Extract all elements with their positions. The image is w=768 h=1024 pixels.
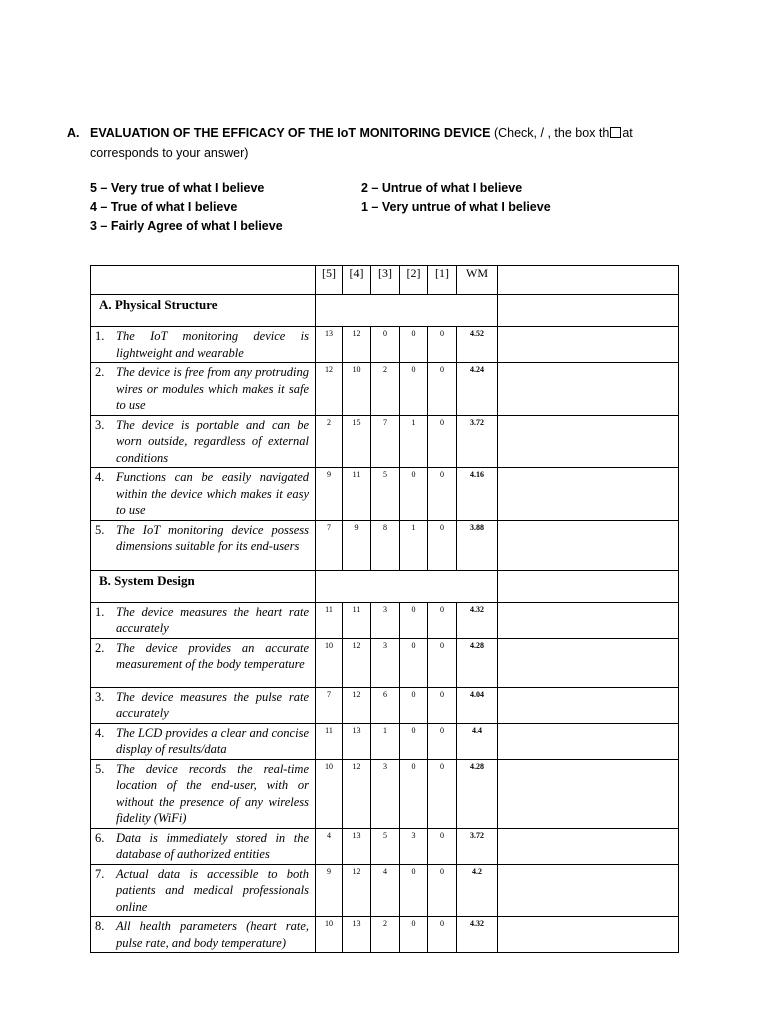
item-cell <box>91 363 316 416</box>
count-4: 11 <box>343 602 371 638</box>
extra-cell <box>498 327 679 363</box>
weighted-mean: 4.4 <box>457 723 498 759</box>
item-text: The device is free from any protruding wires or modules which makes it safe to use <box>116 365 309 412</box>
count-4: 13 <box>343 723 371 759</box>
column-header-1: [1] <box>428 266 457 295</box>
item-cell <box>91 602 316 638</box>
item-number: 1. <box>95 604 105 619</box>
table-row <box>91 828 679 864</box>
count-2: 0 <box>400 363 428 416</box>
count-4: 12 <box>343 638 371 687</box>
section-blank-cell <box>316 295 498 327</box>
weighted-mean: 3.88 <box>457 520 498 570</box>
item-cell <box>91 687 316 723</box>
count-1: 0 <box>428 638 457 687</box>
extra-cell <box>498 864 679 917</box>
count-2: 0 <box>400 327 428 363</box>
weighted-mean: 4.04 <box>457 687 498 723</box>
item-cell <box>91 415 316 468</box>
scale-item-4: 4 – True of what I believe <box>90 200 238 214</box>
item-cell <box>91 828 316 864</box>
count-4: 12 <box>343 327 371 363</box>
item-text: The device provides an accurate measurement of the body temperature <box>116 640 309 671</box>
scale-item-1: 1 – Very untrue of what I believe <box>361 200 551 214</box>
count-1: 0 <box>428 468 457 521</box>
table-row <box>91 864 679 917</box>
extra-cell <box>498 759 679 828</box>
section-blank-cell <box>316 570 498 602</box>
weighted-mean: 4.52 <box>457 327 498 363</box>
weighted-mean: 4.28 <box>457 638 498 687</box>
section-letter: A. <box>67 126 80 140</box>
column-header-5: [5] <box>316 266 343 295</box>
item-text: The device measures the pulse rate accurately <box>116 689 309 720</box>
item-cell <box>91 638 316 687</box>
count-1: 0 <box>428 723 457 759</box>
count-5: 12 <box>316 363 343 416</box>
item-number: 4. <box>95 470 105 484</box>
weighted-mean: 4.32 <box>457 602 498 638</box>
count-1: 0 <box>428 917 457 953</box>
instruction-close: at corresponds to your answer) <box>90 126 633 160</box>
count-3: 5 <box>371 468 400 521</box>
item-number: 1. <box>95 329 105 343</box>
count-2: 1 <box>400 415 428 468</box>
table-row <box>91 363 679 416</box>
count-4: 12 <box>343 864 371 917</box>
item-text: Data is immediately stored in the database of authorized entities <box>116 830 309 861</box>
scale-item-2: 2 – Untrue of what I believe <box>361 181 523 195</box>
count-1: 0 <box>428 864 457 917</box>
heading-text <box>90 123 687 163</box>
scale-item-5: 5 – Very true of what I believe <box>90 181 265 195</box>
count-4: 15 <box>343 415 371 468</box>
rating-scale-right <box>361 179 551 217</box>
instruction-open: (Check, / , the box th <box>493 126 610 140</box>
weighted-mean: 4.32 <box>457 917 498 953</box>
item-number: 8. <box>95 919 105 933</box>
count-4: 12 <box>343 759 371 828</box>
count-5: 7 <box>316 520 343 570</box>
count-2: 0 <box>400 687 428 723</box>
table-row <box>91 759 679 828</box>
item-text: The LCD provides a clear and concise display of results/data <box>116 725 309 756</box>
extra-cell <box>498 468 679 521</box>
item-text: The IoT monitoring device possess dimensions suitable for its end-users <box>116 522 309 553</box>
rating-scale-left <box>90 179 283 236</box>
count-4: 10 <box>343 363 371 416</box>
count-4: 11 <box>343 468 371 521</box>
item-cell <box>91 468 316 521</box>
section-title: A. Physical Structure <box>91 295 316 327</box>
count-5: 2 <box>316 415 343 468</box>
count-3: 1 <box>371 723 400 759</box>
scale-item-3: 3 – Fairly Agree of what I believe <box>90 219 283 233</box>
item-number: 4. <box>95 725 105 740</box>
section-heading <box>67 123 687 163</box>
count-2: 0 <box>400 638 428 687</box>
count-1: 0 <box>428 520 457 570</box>
count-3: 6 <box>371 687 400 723</box>
count-2: 0 <box>400 468 428 521</box>
section-row <box>91 570 679 602</box>
weighted-mean: 3.72 <box>457 828 498 864</box>
table-row <box>91 638 679 687</box>
count-4: 13 <box>343 828 371 864</box>
count-5: 10 <box>316 917 343 953</box>
table-row <box>91 687 679 723</box>
item-number: 3. <box>95 689 105 704</box>
count-2: 0 <box>400 602 428 638</box>
count-5: 10 <box>316 759 343 828</box>
weighted-mean: 3.72 <box>457 415 498 468</box>
weighted-mean: 4.16 <box>457 468 498 521</box>
table-row <box>91 327 679 363</box>
item-text: The device measures the heart rate accurately <box>116 604 309 635</box>
count-3: 3 <box>371 638 400 687</box>
item-text: The device records the real-time location of the end-user, with or without the presence of any wireless fidelity (WiFi) <box>116 761 309 825</box>
section-row <box>91 295 679 327</box>
count-1: 0 <box>428 759 457 828</box>
extra-cell <box>498 687 679 723</box>
item-number: 7. <box>95 866 105 881</box>
count-5: 9 <box>316 468 343 521</box>
count-3: 2 <box>371 363 400 416</box>
item-cell <box>91 520 316 570</box>
extra-cell <box>498 520 679 570</box>
count-1: 0 <box>428 363 457 416</box>
header-blank-cell <box>91 266 316 295</box>
count-4: 12 <box>343 687 371 723</box>
header-extra-cell <box>498 266 679 295</box>
count-3: 3 <box>371 759 400 828</box>
count-5: 9 <box>316 864 343 917</box>
evaluation-table <box>90 265 679 953</box>
item-text: Actual data is accessible to both patients and medical professionals online <box>116 866 309 914</box>
weighted-mean: 4.2 <box>457 864 498 917</box>
section-extra-cell <box>498 570 679 602</box>
count-3: 7 <box>371 415 400 468</box>
extra-cell <box>498 638 679 687</box>
count-5: 10 <box>316 638 343 687</box>
column-header-2: [2] <box>400 266 428 295</box>
count-3: 2 <box>371 917 400 953</box>
item-text: The IoT monitoring device is lightweight and wearable <box>116 329 309 360</box>
column-header-3: [3] <box>371 266 400 295</box>
count-1: 0 <box>428 415 457 468</box>
item-number: 2. <box>95 365 105 379</box>
section-title: B. System Design <box>91 570 316 602</box>
table-row <box>91 415 679 468</box>
count-3: 4 <box>371 864 400 917</box>
item-cell <box>91 917 316 953</box>
table-row <box>91 520 679 570</box>
count-2: 0 <box>400 864 428 917</box>
count-4: 9 <box>343 520 371 570</box>
item-text: The device is portable and can be worn outside, regardless of external conditions <box>116 417 309 465</box>
count-1: 0 <box>428 327 457 363</box>
item-number: 5. <box>95 522 105 537</box>
extra-cell <box>498 723 679 759</box>
item-cell <box>91 759 316 828</box>
count-3: 5 <box>371 828 400 864</box>
count-5: 11 <box>316 602 343 638</box>
weighted-mean: 4.28 <box>457 759 498 828</box>
count-2: 3 <box>400 828 428 864</box>
item-cell <box>91 723 316 759</box>
item-cell <box>91 327 316 363</box>
item-cell <box>91 864 316 917</box>
count-1: 0 <box>428 687 457 723</box>
extra-cell <box>498 917 679 953</box>
extra-cell <box>498 828 679 864</box>
table-row <box>91 917 679 953</box>
checkbox-icon <box>610 127 621 138</box>
count-5: 13 <box>316 327 343 363</box>
item-number: 5. <box>95 761 105 776</box>
column-header-4: [4] <box>343 266 371 295</box>
count-2: 0 <box>400 723 428 759</box>
extra-cell <box>498 363 679 416</box>
count-4: 13 <box>343 917 371 953</box>
column-header-wm: WM <box>457 266 498 295</box>
item-text: All health parameters (heart rate, pulse rate, and body temperature) <box>116 919 309 950</box>
count-2: 0 <box>400 917 428 953</box>
section-extra-cell <box>498 295 679 327</box>
item-number: 6. <box>95 830 105 845</box>
item-number: 3. <box>95 417 105 432</box>
count-5: 7 <box>316 687 343 723</box>
weighted-mean: 4.24 <box>457 363 498 416</box>
count-2: 0 <box>400 759 428 828</box>
item-text: Functions can be easily navigated within the device which makes it easy to use <box>116 470 309 517</box>
count-2: 1 <box>400 520 428 570</box>
count-1: 0 <box>428 828 457 864</box>
count-5: 11 <box>316 723 343 759</box>
count-5: 4 <box>316 828 343 864</box>
extra-cell <box>498 415 679 468</box>
count-3: 3 <box>371 602 400 638</box>
extra-cell <box>498 602 679 638</box>
count-3: 0 <box>371 327 400 363</box>
table-row <box>91 602 679 638</box>
item-number: 2. <box>95 640 105 655</box>
table-header-row <box>91 266 679 295</box>
section-title: EVALUATION OF THE EFFICACY OF THE IoT MONITORING DEVICE <box>90 126 491 140</box>
table-row <box>91 723 679 759</box>
count-3: 8 <box>371 520 400 570</box>
table-row <box>91 468 679 521</box>
count-1: 0 <box>428 602 457 638</box>
